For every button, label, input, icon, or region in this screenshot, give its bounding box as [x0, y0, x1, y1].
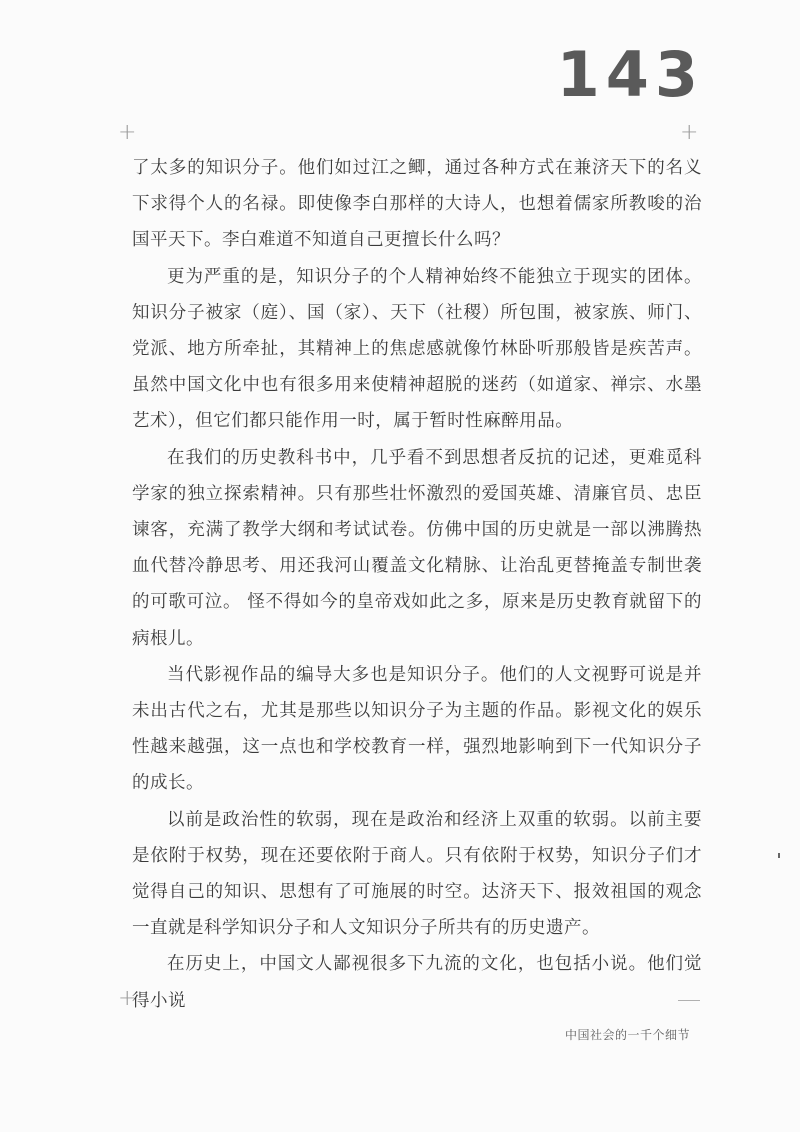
scan-speck	[778, 853, 780, 858]
paragraph-5: 以前是政治性的软弱，现在是政治和经济上双重的软弱。以前主要是依附于权势，现在还要依附于商人。只有依附于权势，知识分子们才觉得自己的知识、思想有了可施展的时空。达济天下、报效祖国的观念一直就是科学知识分子和人文知识分子所共有的历史遗产。	[132, 809, 702, 939]
crop-mark-top-right: +	[680, 120, 699, 145]
paragraph-4: 当代影视作品的编导大多也是知识分子。他们的人文视野可说是并未出古代之右，尤其是那些以知识分子为主题的作品。影视文化的娱乐性越来越强，这一点也和学校教育一样，强烈地影响到下一代知识分子的成长。	[132, 664, 702, 794]
body-text	[132, 150, 702, 1019]
paragraph-3: 在我们的历史教科书中，几乎看不到思想者反抗的记述，更难觅科学家的独立探索精神。只有那些壮怀激烈的爱国英雄、清廉官员、忠臣谏客，充满了教学大纲和考试试卷。仿佛中国的历史就是一部以沸腾热血代替冷静思考、用还我河山覆盖文化精脉、让治乱更替掩盖专制世袭的可歌可泣。 怪不得如今的皇帝戏如此之多，原来是历史教育就留下的病根儿。	[132, 447, 702, 649]
running-footer: 中国社会的一千个细节	[564, 1028, 690, 1042]
crop-mark-bottom-left: +	[118, 986, 137, 1011]
crop-mark-top-left: +	[118, 120, 137, 145]
page-number: 143	[556, 38, 704, 111]
paragraph-6: 在历史上，中国文人鄙视很多下九流的文化，也包括小说。他们觉得小说	[132, 954, 702, 1011]
paragraph-1: 了太多的知识分子。他们如过江之鲫，通过各种方式在兼济天下的名义下求得个人的名禄。即使像李白那样的大诗人，也想着儒家所教唆的治国平天下。李白难道不知道自己更擅长什么吗？	[132, 158, 702, 251]
paragraph-2: 更为严重的是，知识分子的个人精神始终不能独立于现实的团体。知识分子被家（庭）、国（家）、天下（社稷）所包围，被家族、师门、党派、地方所牵扯，其精神上的焦虑感就像竹林卧听那般皆是疾苦声。虽然中国文化中也有很多用来使精神超脱的迷药（如道家、禅宗、水墨艺术），但它们都只能作用一时，属于暂时性麻醉用品。	[132, 266, 702, 432]
